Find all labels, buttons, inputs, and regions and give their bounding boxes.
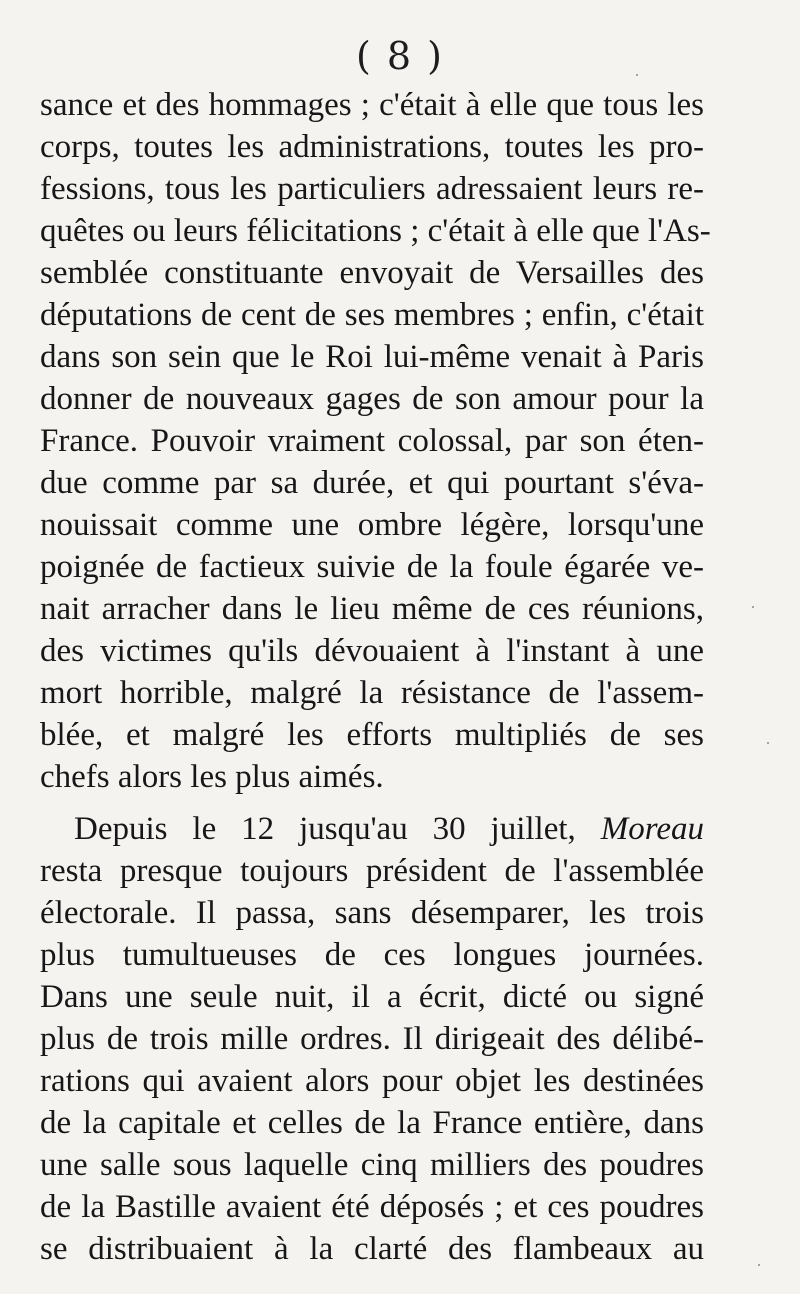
text-line: une salle sous laquelle cinq milliers des poudres [40,1147,704,1183]
text-line [40,808,704,850]
text-line: resta presque toujours président de l'assemblée [40,853,704,889]
text-line: plus de trois mille ordres. Il dirigeait des délibé- [40,1021,704,1057]
text-line: des victimes qu'ils dévouaient à l'instant à une [40,633,704,669]
paper-speck [752,606,754,608]
page-number: ( 8 ) [356,34,444,78]
text-line: se distribuaient à la clarté des flambeaux au [40,1231,704,1267]
text-line: rations qui avaient alors pour objet les destinées [40,1063,704,1099]
text-line: due comme par sa durée, et qui pourtant s'éva- [40,465,704,501]
paper-speck [758,1264,760,1266]
text-line: donner de nouveaux gages de son amour pour la [40,381,704,417]
text-line: dans son sein que le Roi lui-même venait à Paris [40,339,704,375]
text-line: électorale. Il passa, sans désemparer, les trois [40,895,704,931]
text-line: députations de cent de ses membres ; enfin, c'était [40,297,704,333]
text-line: nouissait comme une ombre légère, lorsqu'une [40,507,704,543]
text-line: sance et des hommages ; c'était à elle que tous les [40,87,704,123]
text-line: semblée constituante envoyait de Versailles des [40,255,704,291]
text-line: France. Pouvoir vraiment colossal, par son éten- [40,423,704,459]
text-line: mort horrible, malgré la résistance de l'assem- [40,675,704,711]
text-line: plus tumultueuses de ces longues journées. [40,937,704,973]
text-line: fessions, tous les particuliers adressaient leurs re- [40,171,704,207]
paragraph-1 [40,84,711,798]
paragraph-2 [40,808,704,1270]
paragraph-gap [40,798,704,808]
italic-name: Moreau [600,811,704,847]
paper-speck [767,742,769,744]
body-text [40,84,711,1270]
paper-speck [636,74,638,76]
text-line: de la capitale et celles de la France entière, dans [40,1105,704,1141]
text-line: nait arracher dans le lieu même de ces réunions, [40,591,704,627]
text-line: chefs alors les plus aimés. [40,759,384,795]
text-segment: Depuis le 12 jusqu'au 30 juillet, [74,811,601,847]
text-line: corps, toutes les administrations, toutes les pro- [40,129,704,165]
text-line: blée, et malgré les efforts multipliés de ses [40,717,704,753]
text-line: quêtes ou leurs félicitations ; c'était à elle que l'As- [40,213,711,249]
text-line: Dans une seule nuit, il a écrit, dicté ou signé [40,979,704,1015]
text-line: poignée de factieux suivie de la foule égarée ve- [40,549,704,585]
text-line: de la Bastille avaient été déposés ; et ces poudres [40,1189,704,1225]
